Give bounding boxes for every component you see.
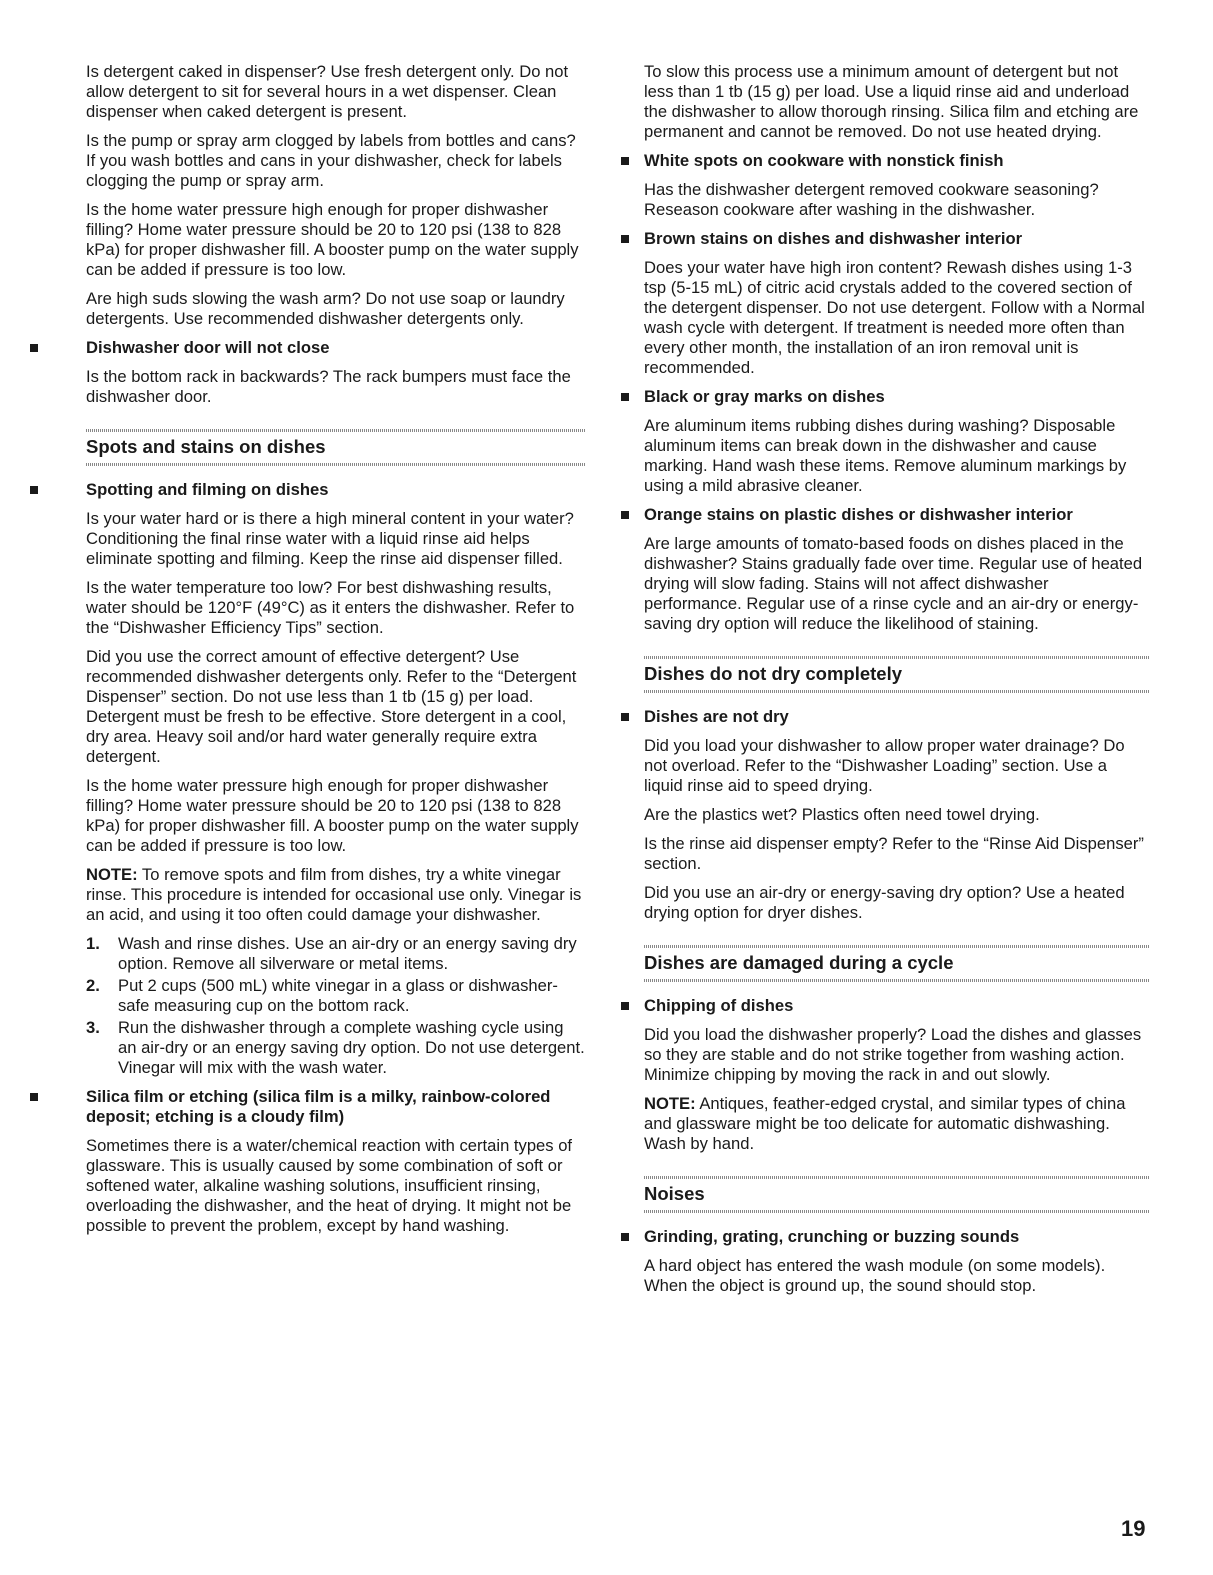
paragraph: Are the plastics wet? Plastics often need towel drying. xyxy=(644,805,1040,824)
paragraph: Has the dishwasher detergent removed cookware seasoning? Reseason cookware after washing in the dishwasher. xyxy=(644,180,1099,219)
paragraph: Is the rinse aid dispenser empty? Refer to the “Rinse Aid Dispenser” section. xyxy=(644,834,1144,873)
problem-heading xyxy=(644,505,1149,525)
step-number: 3. xyxy=(86,1018,100,1037)
bullet-square-icon xyxy=(621,713,629,721)
paragraph: Did you load your dishwasher to allow proper water drainage? Do not overload. Refer to the “Dishwasher Loading” section. Use a liquid rinse aid to speed drying. xyxy=(644,736,1125,795)
problem-heading xyxy=(644,151,1149,171)
section-header xyxy=(644,656,1149,693)
problem-heading xyxy=(644,996,1149,1016)
step-text: Put 2 cups (500 mL) white vinegar in a glass or dishwasher-safe measuring cup on the bottom rack. xyxy=(118,976,558,1015)
dotted-rule xyxy=(644,979,1149,982)
bullet-square-icon xyxy=(621,157,629,165)
problem-heading xyxy=(86,1087,586,1127)
paragraph: Are aluminum items rubbing dishes during washing? Disposable aluminum items can break down in the dishwasher and cause marking. Hand wash these items. Remove aluminum markings by using a mild abrasive cleaner. xyxy=(644,416,1127,495)
left-column xyxy=(86,62,586,1245)
paragraph: Is detergent caked in dispenser? Use fresh detergent only. Do not allow detergent to sit for several hours in a wet dispenser. Clean dispenser when caked detergent is present. xyxy=(86,62,569,121)
bullet-square-icon xyxy=(30,1093,38,1101)
paragraph: Is the home water pressure high enough for proper dishwasher filling? Home water pressure should be 20 to 120 psi (138 to 828 kPa) for proper dishwasher fill. A booster pump on the water supply can be added if pressure is too low. xyxy=(86,200,579,279)
paragraph: Is the water temperature too low? For best dishwashing results, water should be 120°F (49°C) as it enters the dishwasher. Refer to the “Dishwasher Efficiency Tips” section. xyxy=(86,578,575,637)
note-label: NOTE: xyxy=(86,865,138,884)
dotted-rule xyxy=(644,1176,1149,1179)
problem-heading-text: White spots on cookware with nonstick finish xyxy=(644,151,1004,170)
dotted-rule xyxy=(644,690,1149,693)
step-number: 2. xyxy=(86,976,100,995)
paragraph: Sometimes there is a water/chemical reaction with certain types of glassware. This is usually caused by some combination of soft or softened water, alkaline washing solutions, insufficient rinsing, overloading the dishwasher, and the heat of drying. It might not be possible to prevent the problem, except by hand washing. xyxy=(86,1136,573,1235)
paragraph: Is your water hard or is there a high mineral content in your water? Conditioning the final rinse water with a liquid rinse aid helps eliminate spotting and filming. Keep the rinse aid dispenser filled. xyxy=(86,509,574,568)
paragraph: Did you load the dishwasher properly? Load the dishes and glasses so they are stable and do not strike together from washing action. Minimize chipping by moving the rack in and out slowly. xyxy=(644,1025,1142,1084)
steps-list xyxy=(86,934,586,1078)
paragraph: Does your water have high iron content? Rewash dishes using 1-3 tsp (5-15 mL) of citric acid crystals added to the covered section of the detergent dispenser. Do not use detergent. Follow with a Normal wash cycle with detergent. If treatment is needed more often than every other month, the installation of an iron removal unit is recommended. xyxy=(644,258,1145,377)
problem-heading-text: Grinding, grating, crunching or buzzing sounds xyxy=(644,1227,1020,1246)
problem-heading xyxy=(644,707,1149,727)
problem-heading xyxy=(86,338,586,358)
step-text: Wash and rinse dishes. Use an air-dry or an energy saving dry option. Remove all silverware or metal items. xyxy=(118,934,577,973)
step-number: 1. xyxy=(86,934,100,953)
section-header xyxy=(644,945,1149,982)
step-item xyxy=(86,934,586,974)
problem-heading xyxy=(644,229,1149,249)
problem-heading xyxy=(644,387,1149,407)
paragraph: A hard object has entered the wash module (on some models). When the object is ground up, the sound should stop. xyxy=(644,1256,1106,1295)
page-number: 19 xyxy=(1121,1516,1146,1541)
dotted-rule xyxy=(86,463,586,466)
bullet-square-icon xyxy=(30,486,38,494)
problem-heading-text: Orange stains on plastic dishes or dishwasher interior xyxy=(644,505,1073,524)
bullet-square-icon xyxy=(621,1233,629,1241)
dotted-rule xyxy=(644,945,1149,948)
right-column xyxy=(644,62,1149,1305)
section-header xyxy=(644,1176,1149,1213)
bullet-square-icon xyxy=(621,393,629,401)
step-text: Run the dishwasher through a complete washing cycle using an air-dry or an energy saving dry option. Do not use detergent. Vinegar will mix with the wash water. xyxy=(118,1018,585,1077)
note-paragraph xyxy=(644,1094,1149,1154)
dotted-rule xyxy=(86,429,586,432)
paragraph: Is the bottom rack in backwards? The rack bumpers must face the dishwasher door. xyxy=(86,367,571,406)
note-paragraph xyxy=(86,865,586,925)
problem-heading xyxy=(86,480,586,500)
paragraph: Are high suds slowing the wash arm? Do not use soap or laundry detergents. Use recommended dishwasher detergents only. xyxy=(86,289,565,328)
problem-heading-text: Brown stains on dishes and dishwasher interior xyxy=(644,229,1023,248)
problem-heading-text: Silica film or etching (silica film is a milky, rainbow-colored deposit; etching is a cloudy film) xyxy=(86,1087,551,1126)
dotted-rule xyxy=(644,656,1149,659)
section-title: Dishes do not dry completely xyxy=(644,663,903,684)
dotted-rule xyxy=(644,1210,1149,1213)
section-title: Noises xyxy=(644,1183,705,1204)
note-label: NOTE: xyxy=(644,1094,696,1113)
paragraph: To slow this process use a minimum amount of detergent but not less than 1 tb (15 g) per load. Use a liquid rinse aid and underload the dishwasher to allow thorough rinsing. Silica film and etching are permanent and cannot be removed. Do not use heated drying. xyxy=(644,62,1139,141)
note-text: To remove spots and film from dishes, try a white vinegar rinse. This procedure is intended for occasional use only. Vinegar is an acid, and using it too often could damage your dishwasher. xyxy=(86,865,582,924)
section-title: Spots and stains on dishes xyxy=(86,436,326,457)
paragraph: Did you use an air-dry or energy-saving dry option? Use a heated drying option for dryer dishes. xyxy=(644,883,1125,922)
bullet-square-icon xyxy=(621,511,629,519)
problem-heading-text: Spotting and filming on dishes xyxy=(86,480,329,499)
section-header xyxy=(86,429,586,466)
bullet-square-icon xyxy=(621,1002,629,1010)
note-text: Antiques, feather-edged crystal, and similar types of china and glassware might be too delicate for automatic dishwashing. Wash by hand. xyxy=(644,1094,1126,1153)
bullet-square-icon xyxy=(621,235,629,243)
problem-heading-text: Dishwasher door will not close xyxy=(86,338,330,357)
step-item xyxy=(86,1018,586,1078)
paragraph: Did you use the correct amount of effective detergent? Use recommended dishwasher detergents only. Refer to the “Detergent Dispenser” section. Do not use less than 1 tb (15 g) per load. Detergent must be fresh to be effective. Store detergent in a cool, dry area. Heavy soil and/or hard water generally require extra detergent. xyxy=(86,647,577,766)
paragraph: Are large amounts of tomato-based foods on dishes placed in the dishwasher? Stains gradually fade over time. Regular use of heated drying will slow fading. Stains will not affect dishwasher performance. Regular use of a rinse cycle and an air-dry or energy-saving dry option will reduce the likelihood of staining. xyxy=(644,534,1143,633)
problem-heading-text: Dishes are not dry xyxy=(644,707,789,726)
paragraph: Is the home water pressure high enough for proper dishwasher filling? Home water pressure should be 20 to 120 psi (138 to 828 kPa) for proper dishwasher fill. A booster pump on the water supply can be added if pressure is too low. xyxy=(86,776,579,855)
problem-heading-text: Black or gray marks on dishes xyxy=(644,387,885,406)
paragraph: Is the pump or spray arm clogged by labels from bottles and cans? If you wash bottles and cans in your dishwasher, check for labels clogging the pump or spray arm. xyxy=(86,131,576,190)
step-item xyxy=(86,976,586,1016)
section-title: Dishes are damaged during a cycle xyxy=(644,952,954,973)
problem-heading-text: Chipping of dishes xyxy=(644,996,794,1015)
problem-heading xyxy=(644,1227,1149,1247)
bullet-square-icon xyxy=(30,344,38,352)
